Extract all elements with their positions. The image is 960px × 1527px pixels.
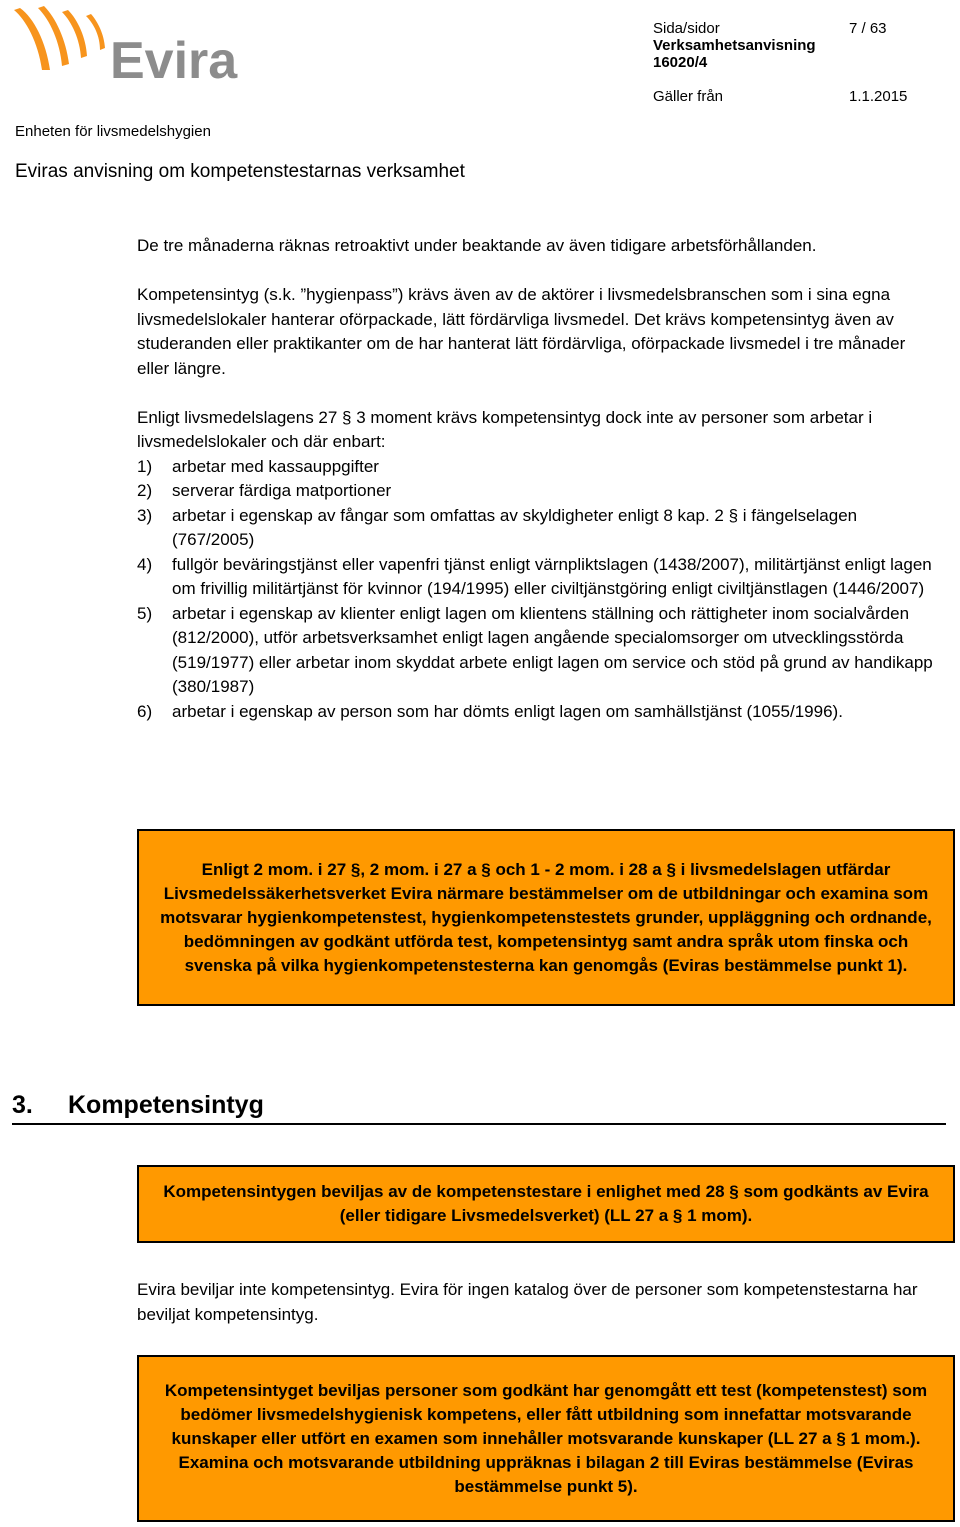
list-number: 1) — [137, 456, 153, 476]
exemption-list — [137, 455, 937, 725]
paragraph-2: Kompetensintyg (s.k. ”hygienpass”) krävs även av de aktörer i livsmedelsbranschen som i sina egna livsmedelslokaler hanterar oförpackade, lätt fördärvliga livsmedel. Det krävs kompetensintyg även av studeranden eller praktikanter om de har hanterat lätt fördärvliga, oförpackade livsmedel i tre månader eller längre. — [137, 285, 906, 378]
list-text: arbetar i egenskap av person som har dömts enligt lagen om samhällstjänst (1055/1996). — [172, 701, 843, 721]
list-text: arbetar med kassauppgifter — [172, 456, 379, 476]
section-number: 3. — [12, 1091, 33, 1119]
paragraph-3-intro: Enligt livsmedelslagens 27 § 3 moment krävs kompetensintyg dock inte av personer som arbetar i livsmedelslokaler och där enbart: — [137, 407, 873, 451]
regulation-box-2-text: Kompetensintygen beviljas av de kompetenstestare i enlighet med 28 § som godkänts av Evira (eller tidigare Livsmedelsverket) (LL 27 a § 1 mom). — [163, 1182, 929, 1225]
section-heading — [12, 1090, 946, 1125]
list-item — [137, 700, 937, 725]
regulation-box-2 — [137, 1165, 955, 1243]
paragraph-evira: Evira beviljar inte kompetensintyg. Evira för ingen katalog över de personer som kompetenstestarna har beviljat kompetensintyg. — [137, 1280, 918, 1324]
list-text: arbetar i egenskap av klienter enligt lagen om klientens ställning och rättigheter inom socialvården (812/2000), utför arbetsverksamhet enligt lagen angående specialomsorger om utvecklingsstörda (519/1977) eller arbetar inom skyddat arbete enligt lagen om service och stöd på grund av handikapp (380/1987) — [172, 603, 933, 696]
list-number: 2) — [137, 481, 153, 500]
regulation-box-1-text: Enligt 2 mom. i 27 §, 2 mom. i 27 a § och 1 - 2 mom. i 28 a § i livsmedelslagen utfärdar Livsmedelssäkerhetsverket Evira närmare bestämmelser om de utbildningar och examina som motsvarar hygienkompetenstest, hygienkompetenstestets grunder, uppläggning och ordnande, bedömningen av godkänt utförda test, kompetensintyg samt andra språk utom finska och svenska på vilka hygienkompetenstesterna kan genomgås (Eviras bestämmelse punkt 1). — [160, 859, 932, 975]
unit-name: Enheten för livsmedelshygien — [15, 123, 211, 140]
evira-logo — [8, 6, 258, 86]
doc-type-text: Verksamhetsanvisning — [653, 37, 816, 54]
header-info — [653, 20, 923, 105]
list-item — [137, 553, 937, 602]
valid-row — [653, 88, 923, 105]
list-number: 5) — [137, 603, 153, 623]
doc-title: Eviras anvisning om kompetenstestarnas verksamhet — [15, 161, 465, 182]
section-title: Kompetensintyg — [68, 1091, 264, 1119]
paragraph-3 — [137, 406, 937, 725]
doc-type — [653, 37, 923, 54]
list-number: 4) — [137, 554, 153, 574]
list-number: 6) — [137, 701, 153, 721]
list-item — [137, 455, 937, 480]
valid-date: 1.1.2015 — [849, 88, 908, 105]
evira-logo-graphic — [8, 6, 258, 86]
paragraph-1: De tre månaderna räknas retroaktivt under beaktande av även tidigare arbetsförhållanden. — [137, 236, 817, 255]
list-number: 3) — [137, 505, 153, 525]
list-item — [137, 504, 937, 553]
list-text: fullgör beväringstjänst eller vapenfri tjänst enligt värnpliktslagen (1438/2007), militärtjänst enligt lagen om frivillig militärtjänst för kvinnor (194/1995) eller civiltjänstgöring enligt civiltjänstlagen (1446/2007) — [172, 554, 932, 598]
svg-text:Evira: Evira — [110, 32, 238, 86]
list-item — [137, 479, 937, 504]
doc-number-text: 16020/4 — [653, 54, 708, 71]
regulation-box-3 — [137, 1355, 955, 1522]
page-value: 7 / 63 — [849, 20, 887, 37]
list-text: serverar färdiga matportioner — [172, 481, 392, 500]
page-row — [653, 20, 923, 37]
body-text — [137, 234, 937, 724]
page-label: Sida/sidor — [653, 20, 720, 37]
list-text: arbetar i egenskap av fångar som omfattas av skyldigheter enligt 8 kap. 2 § i fängelselagen (767/2005) — [172, 505, 858, 549]
valid-label: Gäller från — [653, 88, 724, 105]
doc-number — [653, 54, 923, 71]
regulation-box-3-text: Kompetensintyget beviljas personer som godkänt har genomgått ett test (kompetenstest) som bedömer livsmedelshygienisk kompetens, eller fått utbildning som innefattar motsvarande kunskaper eller utfört en examen som innehåller motsvarande kunskaper (LL 27 a § 1 mom.). Examina och motsvarande utbildning uppräknas i bilagan 2 till Eviras bestämmelse (Eviras bestämmelse punkt 5). — [164, 1380, 928, 1496]
list-item — [137, 602, 937, 700]
regulation-box-1 — [137, 829, 955, 1006]
